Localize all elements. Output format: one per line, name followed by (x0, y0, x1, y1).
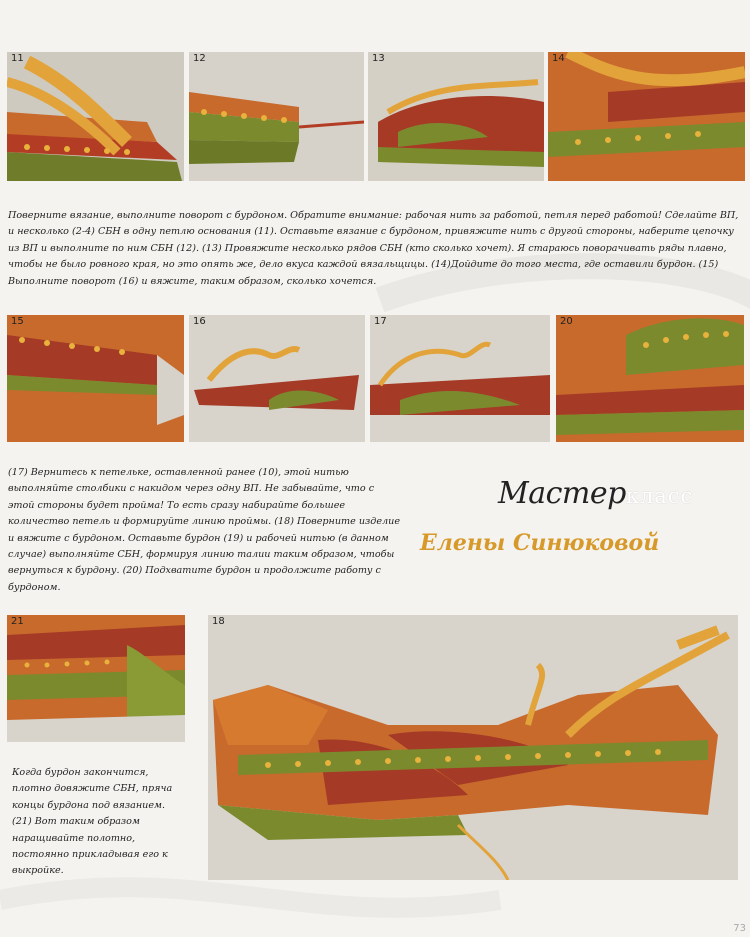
instruction-text-2: (17) Вернитесь к петельке, оставленной ранее (10), этой нитью выполняйте столбики с накидом через одну ВП. Не забывайте, что с этой стороны будет пройма! То есть сразу набирайте большее количество петель и формируйте линию проймы. (18) Поверните изделие и вяжите с бурдоном. Оставьте бурдон (19) и рабочей нитью (в данном случае) выполняйте СБН, формируя линию талии таким образом, чтобы вернуться к бурдону. (20) Подхватите бурдон и продолжите работу с бурдоном. (8, 467, 400, 593)
photo-step-20 (556, 315, 744, 442)
photo-number: 11 (11, 53, 24, 64)
photo-number: 16 (193, 316, 206, 327)
crochet-photo (208, 615, 738, 880)
photo-step-15 (7, 315, 184, 442)
crochet-photo (368, 52, 544, 181)
title-main: Мастер (498, 476, 626, 511)
crochet-photo (7, 315, 184, 442)
photo-number: 21 (11, 616, 24, 627)
crochet-photo (370, 315, 550, 442)
photo-number: 15 (11, 316, 24, 327)
crochet-photo (548, 52, 745, 181)
instruction-text-1: Поверните вязание, выполните поворот с бурдоном. Обратите внимание: рабочая нить за работой, петля перед работой! Сделайте ВП, и несколько (2-4) СБН в одну петлю основания (11). Оставьте вязание с бурдоном, привяжите нить с другой стороны, наберите цепочку из ВП и выполните по ним СБН (12). (13) Провяжите несколько рядов СБН (кто сколько хочет). Я стараюсь поворачивать ряды плавно, чтобы не было ровного края, но это опять же, дело вкуса каждой вязальщицы. (14)Дойдите до того места, где оставили бурдон. (15) Выполните поворот (16) и вяжите, таким образом, сколько хочется. (8, 210, 739, 287)
photo-number: 20 (560, 316, 573, 327)
photo-step-16 (189, 315, 365, 442)
master-class-title (498, 476, 693, 511)
crochet-photo (189, 52, 364, 181)
photo-number: 17 (374, 316, 387, 327)
photo-number: 14 (552, 53, 565, 64)
page-number: 73 (733, 923, 746, 934)
photo-step-18 (208, 615, 738, 880)
photo-number: 13 (372, 53, 385, 64)
photo-step-12 (189, 52, 364, 181)
crochet-photo (556, 315, 744, 442)
photo-step-11 (7, 52, 184, 181)
photo-step-14 (548, 52, 745, 181)
instruction-text-3: Когда бурдон закончится, плотно довяжите СБН, пряча концы бурдона под вязанием. (21) Вот таким образом наращивайте полотно, постоянно прикладывая его к выкройке. (12, 767, 173, 877)
crochet-photo (7, 615, 185, 742)
photo-step-17 (370, 315, 550, 442)
photo-step-13 (368, 52, 544, 181)
crochet-photo (7, 52, 184, 181)
crochet-photo (189, 315, 365, 442)
photo-number: 18 (212, 616, 225, 627)
photo-number: 12 (193, 53, 206, 64)
title-light: класс (625, 484, 694, 508)
photo-step-21 (7, 615, 185, 742)
author-name: Елены Синюковой (420, 530, 660, 556)
